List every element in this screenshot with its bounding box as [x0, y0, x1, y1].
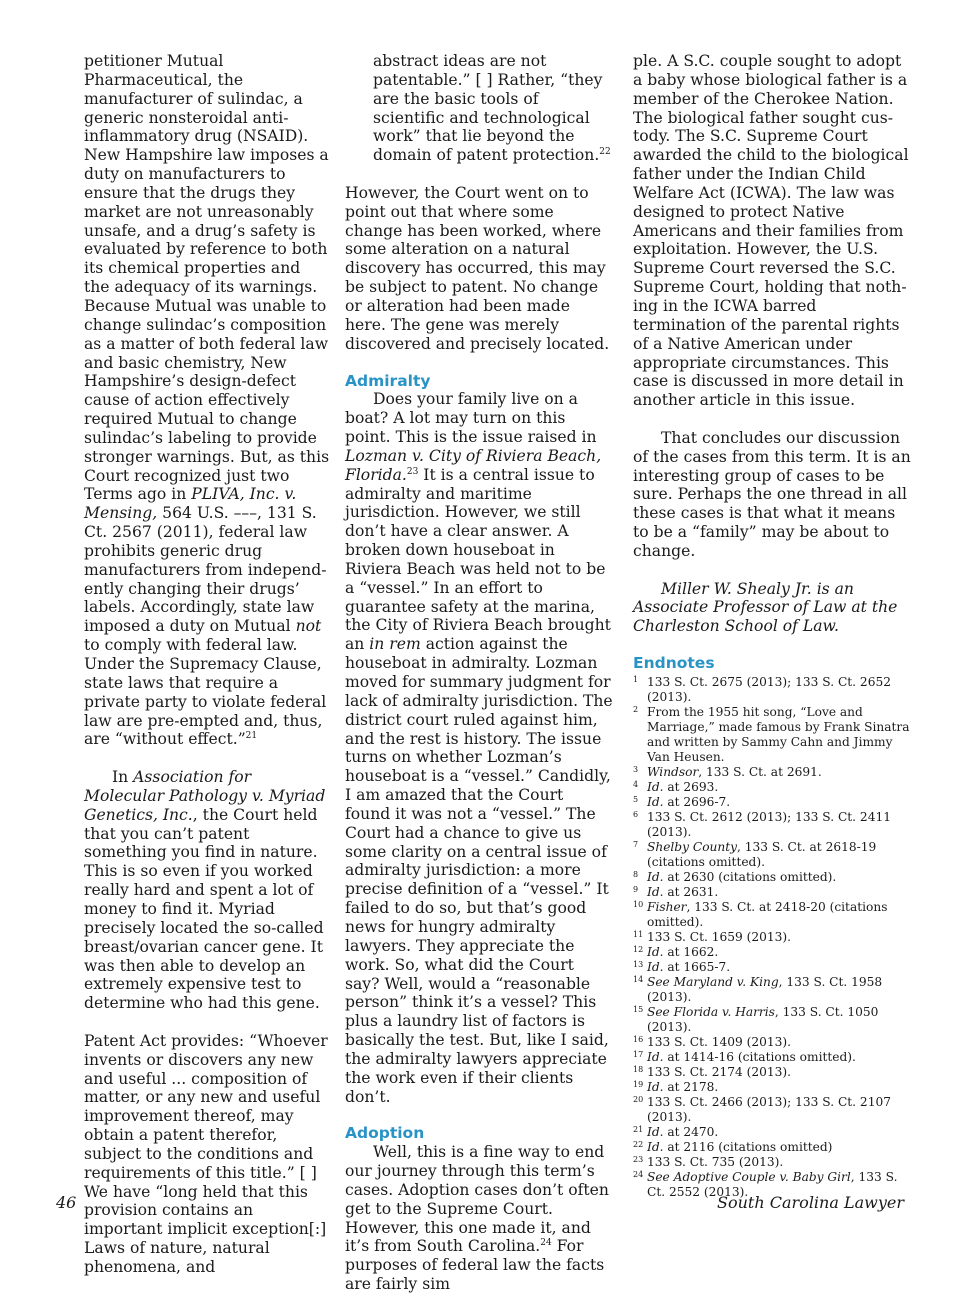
text-run: at 2696-7.	[663, 795, 731, 809]
text-run: It is a central issue to admiralty and maritime jurisdiction. However, we still don’t have a clear answer. A broken down houseboat in Riviera Beach was held not to be a “vessel.” In an effort to guarantee safety at the marina, the City of Riviera Beach brought an	[345, 465, 611, 654]
text-run: Miller W. Shealy Jr. is an Associate Professor of Law at the Charleston School of Law.	[633, 579, 898, 636]
endnote-number: 13	[633, 960, 644, 969]
text-run: However, the Court went on to point out that where some change has been worked, where some alteration on a natural discovery has occurred, this may be subject to patent. No change or alteration had been made here. The gene was merely discovered and precisely located.	[345, 183, 610, 353]
text-run: 133 S. Ct. 2612 (2013); 133 S. Ct. 2411 (2013).	[647, 810, 891, 839]
text-run: in rem	[369, 635, 421, 654]
endnote-number: 21	[633, 1125, 644, 1134]
endnote-item	[633, 885, 911, 900]
text-run: , 133 S. Ct. 1050 (2013).	[647, 1005, 879, 1034]
text-run: Id.	[647, 885, 664, 899]
endnote-item	[633, 840, 911, 870]
text-run: 133 S. Ct. 2466 (2013); 133 S. Ct. 2107 (2013).	[647, 1095, 891, 1124]
text-run: 133 S. Ct. 2675 (2013); 133 S. Ct. 2652 (2013).	[647, 675, 891, 704]
endnote-number: 12	[633, 945, 644, 954]
text-run: abstract ideas are not patentable.” [ ] Rather, “they are the basic tools of scientific and technological work” that lie beyond the domain of patent protection.	[373, 52, 603, 165]
section-heading-endnotes: Endnotes	[633, 654, 715, 673]
text-run: , 133 S. Ct. at 2618-19 (citations omitted).	[647, 840, 877, 869]
publication-name: South Carolina Lawyer	[717, 1193, 904, 1212]
text-run: Id.	[647, 960, 664, 974]
endnote-item	[633, 900, 911, 930]
footnote-ref: 22	[599, 147, 611, 158]
body-paragraph	[84, 768, 330, 1013]
column-3	[633, 52, 911, 1200]
endnote-item	[633, 1140, 911, 1155]
body-paragraph	[345, 184, 613, 354]
text-run: Id.	[647, 795, 664, 809]
endnote-item	[633, 1050, 911, 1065]
endnote-number: 22	[633, 1140, 644, 1149]
endnotes-list	[633, 675, 911, 1200]
endnote-number: 16	[633, 1035, 644, 1044]
column-1	[84, 52, 330, 1277]
text-run: Id.	[647, 870, 664, 884]
text-run: action against the houseboat in admiralty. Lozman moved for summary judgment for lack of admiralty jurisdiction. The district court ruled against him, and the rest is history. The issue turns on whether Lozman’s houseboat is a “vessel.” Candidly, I am amazed that the Court found it was not a “vessel.” The Court had a chance to give us some clarity on a central issue of admiralty jurisdiction: a more precise definition of a “vessel.” It failed to do so, but that’s good news for hungry admiralty lawyers. They appreciate the work. So, what did the Court say? Well, would a “reasonable person” think it’s a vessel? This plus a laundry list of factors is basically the test. But, like I said, the admiralty lawyers appreciate the work even if their clients don’t.	[345, 635, 613, 1106]
text-run: Shelby County	[647, 840, 738, 854]
endnote-item	[633, 930, 911, 945]
text-run: Fisher	[647, 900, 687, 914]
block-quote	[345, 52, 613, 165]
body-paragraph	[345, 1143, 613, 1294]
endnote-item	[633, 675, 911, 705]
text-run: at 2693.	[663, 780, 719, 794]
endnote-number: 17	[633, 1050, 644, 1059]
text-run: Patent Act provides: “Whoever invents or discovers any new and useful ... composition of matter, or any new and useful improvement thereof, may obtain a patent therefor, subject to the conditions and requirements of this title.” [ ]	[84, 1031, 328, 1182]
text-run: petitioner Mutual Pharmaceutical, the manufacturer of sulindac, a generic nonsteroidal anti-inflammatory drug (NSAID). New Hampshire law imposes a duty on manufacturers to ensure that the drugs they market are not unreasonably unsafe, and a drug’s safety is evaluated by reference to both its chemical properties and the adequacy of its warnings. Because Mutual was unable to change sulindac’s composition as a matter of both federal law and basic chemistry, New Hampshire’s design-defect cause of action effectively required Mutual to change sulindac’s labeling to provide stronger warnings. But, as this Court recognized just two Terms ago in	[84, 52, 330, 504]
endnote-number: 10	[633, 900, 644, 909]
endnote-item	[633, 945, 911, 960]
endnote-number: 1	[633, 675, 639, 684]
text-run: 133 S. Ct. 2174 (2013).	[647, 1065, 792, 1079]
text-run: at 1414-16 (citations omitted).	[663, 1050, 856, 1064]
endnote-item	[633, 810, 911, 840]
block-quote	[84, 1032, 330, 1183]
endnote-number: 4	[633, 780, 639, 789]
endnote-item	[633, 705, 911, 765]
text-run: See Florida v. Harris	[647, 1005, 775, 1019]
endnote-number: 15	[633, 1005, 644, 1014]
text-run: , 133 S. Ct. at 2691.	[698, 765, 822, 779]
text-run: Id.	[647, 1125, 664, 1139]
endnote-item	[633, 765, 911, 780]
text-run: at 2470.	[663, 1125, 719, 1139]
column-2	[345, 52, 613, 1294]
text-run: , 133 S. Ct. 2552 (2013).	[647, 1170, 898, 1199]
endnote-number: 24	[633, 1170, 644, 1179]
endnote-number: 3	[633, 765, 639, 774]
text-run: That concludes our discussion of the cases from this term. It is an interesting group of cases to be sure. Perhaps the one thread in all these cases is that what it means to be a “family” may be about to change.	[633, 428, 911, 560]
text-run: ple. A S.C. couple sought to adopt a baby whose biological father is a member of the Cherokee Nation. The biological father sought custody. The S.C. Supreme Court awarded the child to the biological father under the Indian Child Welfare Act (ICWA). The law was designed to protect Native Americans and their families from exploitation. However, the U.S. Supreme Court reversed the S.C. Supreme Court, holding that nothing in the ICWA barred termination of the parental rights of a Native American under appropriate circumstances. This case is discussed in more detail in another article in this issue.	[633, 52, 909, 410]
endnote-number: 7	[633, 840, 639, 849]
text-run: Lozman v. City of Riviera Beach, Florida.	[345, 446, 602, 484]
text-run: Windsor	[647, 765, 699, 779]
endnote-item	[633, 1080, 911, 1095]
text-run: to comply with federal law. Under the Supremacy Clause, state laws that require a private party to violate federal law are pre-empted and, thus, are “without effect.”	[84, 636, 327, 749]
text-run: at 2116 (citations omitted)	[663, 1140, 833, 1154]
author-bio	[633, 580, 911, 637]
text-run: at 1662.	[663, 945, 719, 959]
endnote-number: 23	[633, 1155, 644, 1164]
endnote-item	[633, 1125, 911, 1140]
section-heading-admiralty: Admiralty	[345, 371, 431, 390]
text-run: at 2631.	[663, 885, 719, 899]
endnote-number: 2	[633, 705, 639, 714]
text-run: Id.	[647, 1140, 664, 1154]
footnote-ref: 23	[406, 466, 419, 477]
endnote-item	[633, 1065, 911, 1080]
text-run: Id.	[647, 780, 664, 794]
page-number: 46	[56, 1193, 77, 1212]
block-quote	[84, 1183, 330, 1277]
text-run: at 2630 (citations omitted).	[663, 870, 837, 884]
text-run: Id.	[647, 945, 664, 959]
endnote-item	[633, 1005, 911, 1035]
text-run: PLIVA, Inc. v. Mensing,	[84, 485, 297, 523]
body-paragraph	[345, 390, 613, 1106]
text-run: not	[295, 617, 322, 636]
endnote-item	[633, 1095, 911, 1125]
endnote-number: 18	[633, 1065, 644, 1074]
text-run: , 133 S. Ct. 1958 (2013).	[647, 975, 883, 1004]
text-run: Well, this is a fine way to end our journey through this term’s cases. Adoption cases don’t often get to the Supreme Court. However, this one made it, and it’s from South Carolina.	[345, 1143, 609, 1256]
text-run: Id.	[647, 1050, 664, 1064]
endnote-number: 6	[633, 810, 639, 819]
section-heading-adoption: Adoption	[345, 1124, 425, 1143]
footnote-ref: 21	[245, 731, 258, 742]
text-run: 564 U.S. –––, 131 S. Ct. 2567 (2011), federal law prohibits generic drug manufacturers from independently changing their drugs’ labels. Accordingly, state law imposed a duty on Mutual	[84, 504, 327, 636]
endnote-item	[633, 780, 911, 795]
endnote-item	[633, 975, 911, 1005]
body-paragraph	[633, 52, 911, 410]
text-run: Association for Molecular Pathology v. Myriad Genetics, Inc.	[84, 768, 326, 824]
text-run: , the Court held that you can’t patent something you find in nature. This is so even if you worked really hard and spent a lot of money to find it. Myriad precisely located the so-called breast/ovarian cancer gene. It was then able to develop an extremely expensive test to determine who had this gene.	[84, 805, 324, 1013]
endnote-item	[633, 795, 911, 810]
endnote-number: 9	[633, 885, 639, 894]
body-paragraph	[633, 429, 911, 561]
text-run: From the 1955 hit song, “Love and Marriage,” made famous by Frank Sinatra and written by Sammy Cahn and Jimmy Van Heusen.	[647, 705, 910, 764]
text-run: See Maryland v. King	[647, 975, 779, 989]
endnote-number: 5	[633, 795, 639, 804]
text-run: 133 S. Ct. 1409 (2013).	[647, 1035, 792, 1049]
endnote-number: 14	[633, 975, 644, 984]
text-run: , 133 S. Ct. at 2418-20 (citations omitted).	[647, 900, 888, 929]
text-run: Id.	[647, 1080, 664, 1094]
endnote-item	[633, 870, 911, 885]
text-run: In	[112, 768, 134, 787]
endnote-item	[633, 1035, 911, 1050]
endnote-number: 19	[633, 1080, 644, 1089]
endnote-item	[633, 1155, 911, 1170]
text-run: Does your family live on a boat? A lot may turn on this point. This is the issue raised in	[345, 390, 597, 447]
text-run: at 2178.	[663, 1080, 719, 1094]
body-paragraph	[84, 52, 330, 749]
text-run: at 1665-7.	[663, 960, 731, 974]
footnote-ref: 24	[540, 1238, 552, 1249]
text-run: We have “long held that this provision contains an important implicit exception[:] Laws of nature, natural phenomena, and	[84, 1182, 327, 1276]
endnote-number: 20	[633, 1095, 644, 1104]
text-run: For purposes of federal law the facts are fairly sim	[345, 1237, 605, 1294]
endnote-number: 8	[633, 870, 639, 879]
endnote-number: 11	[633, 930, 644, 939]
endnote-item	[633, 960, 911, 975]
text-run: 133 S. Ct. 735 (2013).	[647, 1155, 784, 1169]
text-run: 133 S. Ct. 1659 (2013).	[647, 930, 792, 944]
text-run: See Adoptive Couple v. Baby Girl	[647, 1170, 851, 1184]
